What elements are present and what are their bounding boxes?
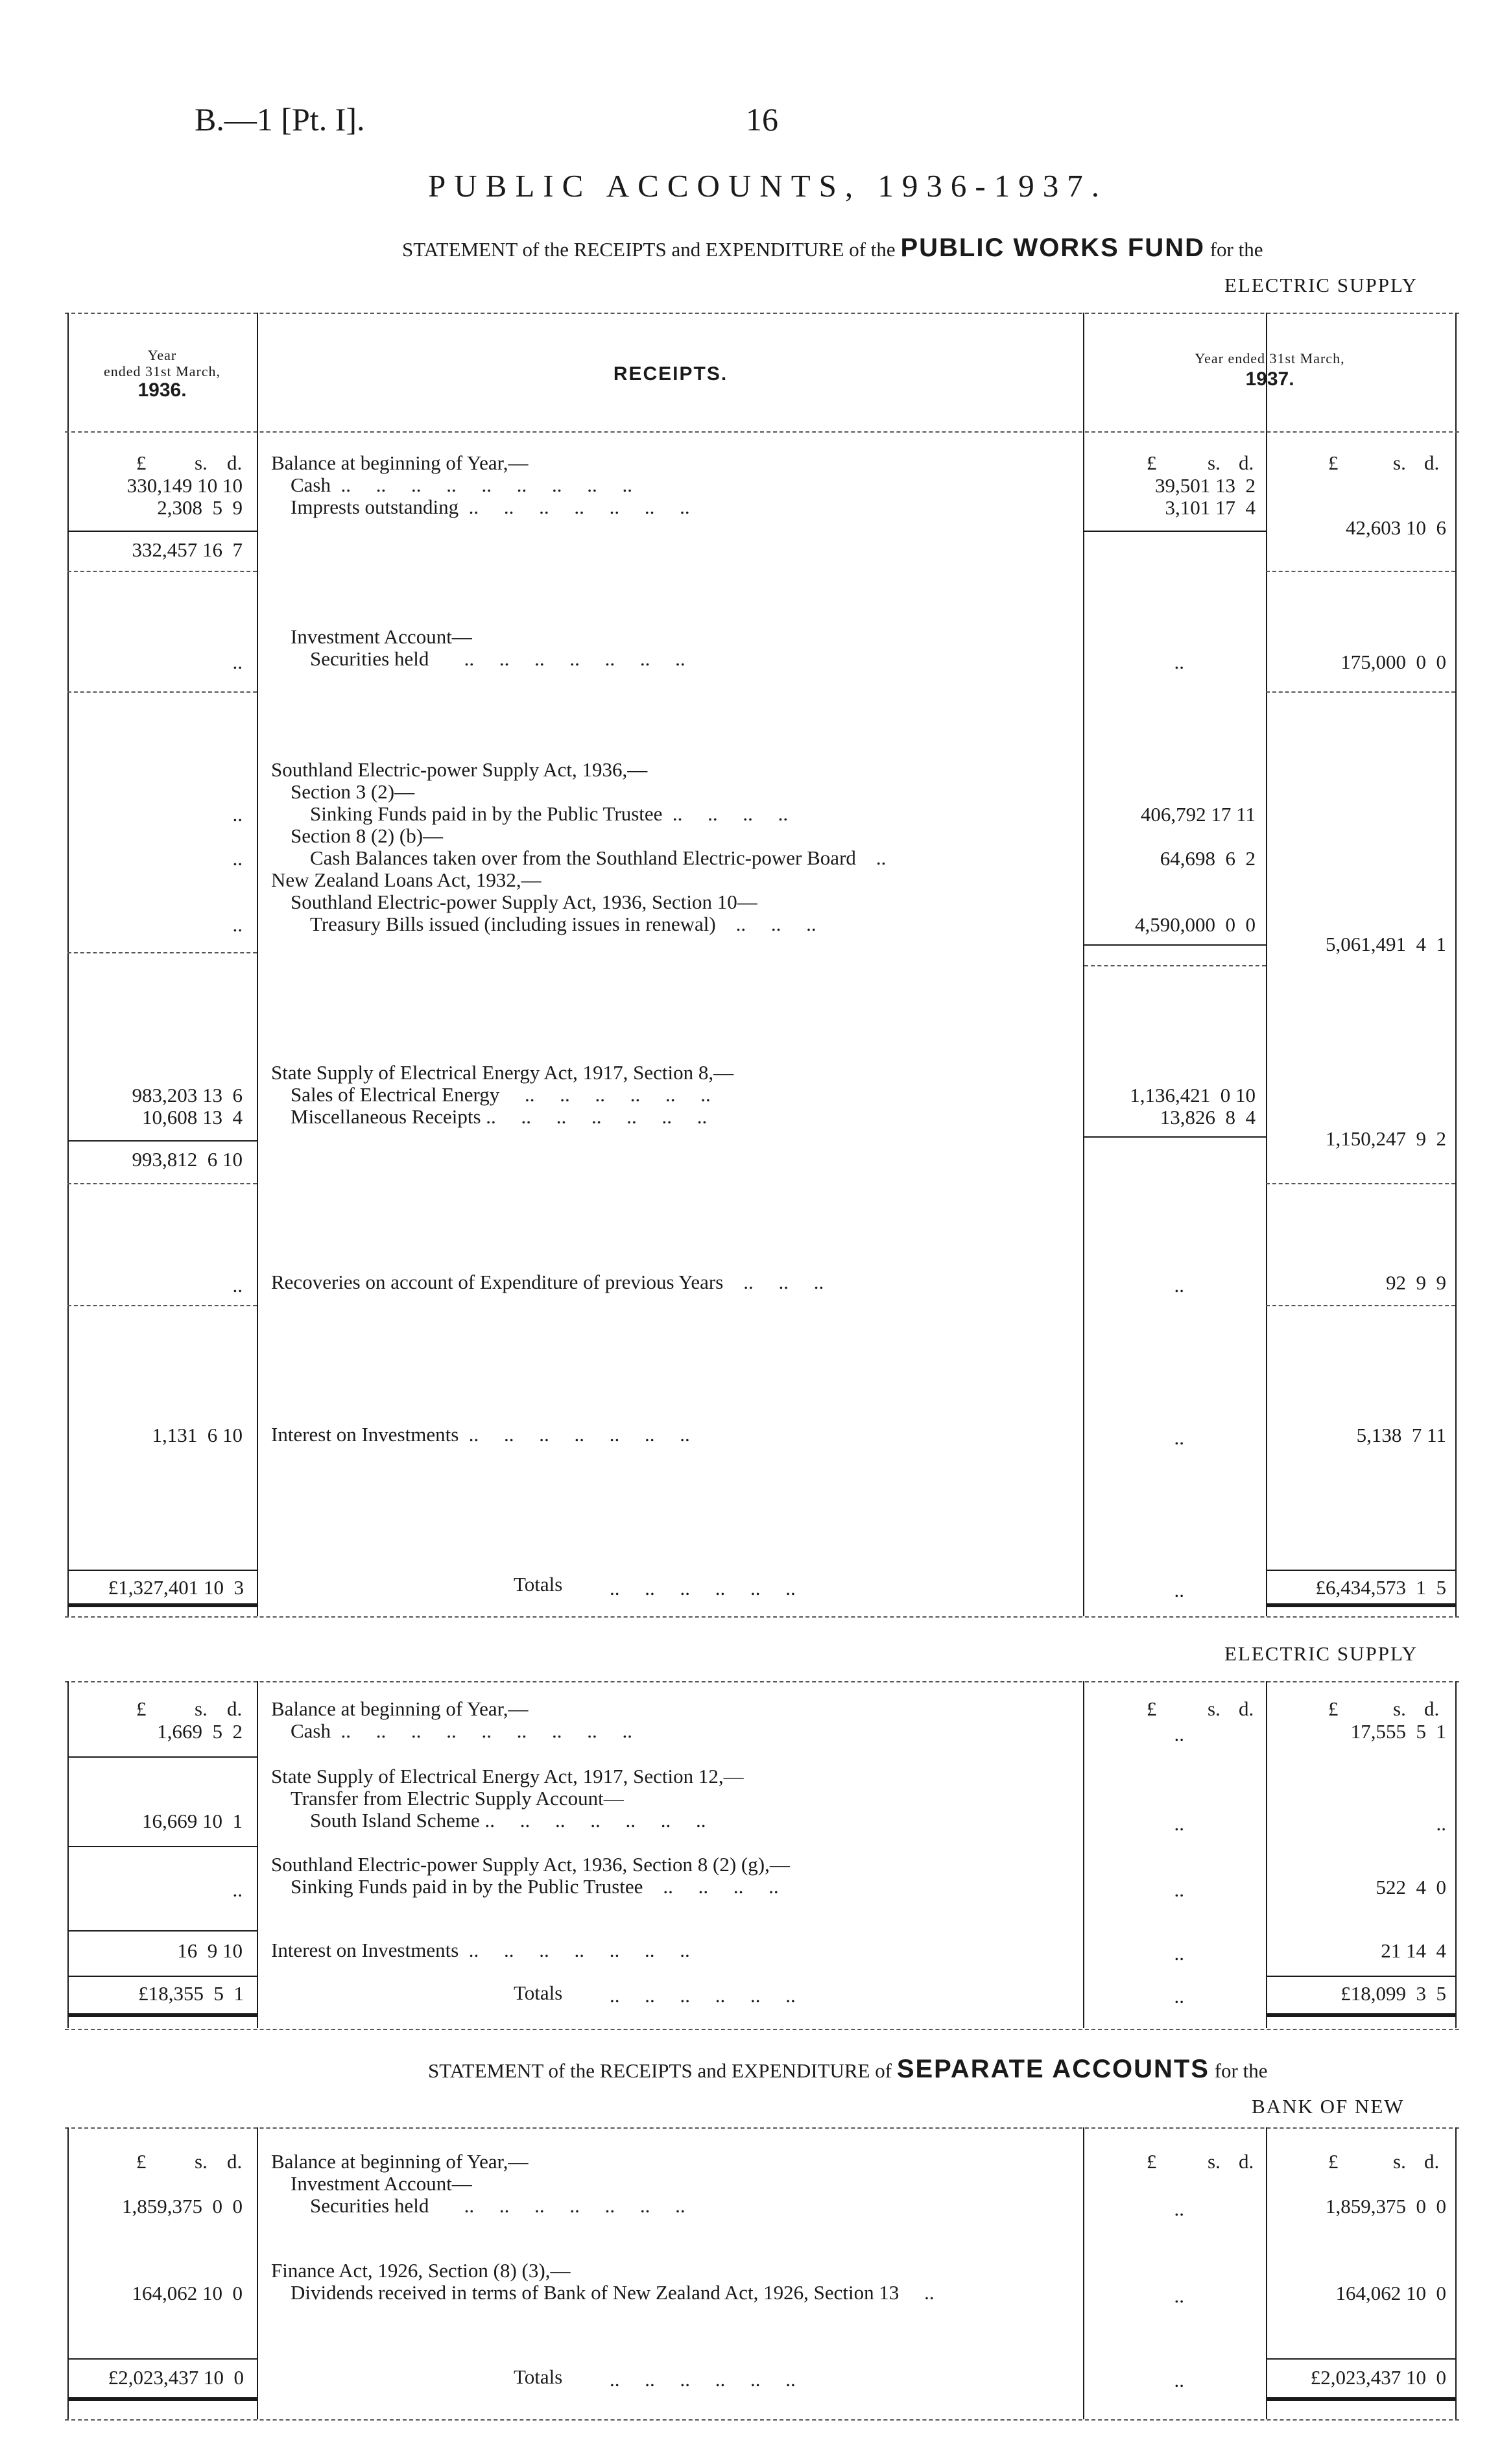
grand-total: £6,434,573 1 5 bbox=[1315, 1576, 1446, 1599]
cash-total: 17,555 5 1 bbox=[1350, 1720, 1446, 1743]
unit-shilling: s. bbox=[195, 1697, 208, 1720]
cash-row: Cash .. .. .. .. .. .. .. .. .. bbox=[291, 473, 632, 496]
cur-grand-total-detail: .. bbox=[1174, 1985, 1184, 2007]
transfer-heading: Transfer from Electric Supply Account— bbox=[291, 1787, 624, 1810]
rule bbox=[67, 571, 257, 572]
table2-col-divider bbox=[1083, 1681, 1084, 2028]
statement-tail: for the bbox=[1209, 238, 1263, 261]
unit-pence: d. bbox=[1239, 1697, 1254, 1720]
cur-securities-detail: .. bbox=[1174, 2197, 1184, 2220]
table1-bottom-rule bbox=[65, 1616, 1459, 1618]
interest-row: Interest on Investments .. .. .. .. .. .. .. bbox=[271, 1423, 690, 1446]
table3-right-border bbox=[1455, 2127, 1457, 2419]
rule bbox=[1084, 531, 1266, 532]
cur-sinking-detail: .. bbox=[1174, 1878, 1184, 1901]
dividends-total: 164,062 10 0 bbox=[1335, 2282, 1446, 2304]
statement-heading-2 bbox=[428, 2055, 1268, 2084]
rule bbox=[67, 1846, 257, 1847]
table1-head-rule bbox=[65, 431, 1459, 433]
rule bbox=[1266, 691, 1455, 693]
statement-lead: STATEMENT of the RECEIPTS and EXPENDITURE of the bbox=[402, 238, 896, 261]
page-title: PUBLIC ACCOUNTS, 1936-1937. bbox=[428, 168, 1108, 204]
prev-sinking: .. bbox=[232, 1878, 243, 1901]
securities-row: Securities held .. .. .. .. .. .. .. bbox=[310, 647, 685, 670]
unit-pence: d. bbox=[227, 451, 243, 474]
unit-pound: £ bbox=[1328, 2150, 1339, 2173]
prev-grand-total: £2,023,437 10 0 bbox=[108, 2366, 244, 2389]
cur-securities-detail: .. bbox=[1174, 651, 1184, 673]
rule bbox=[67, 952, 257, 953]
rule bbox=[1084, 1136, 1266, 1138]
interest-total: 5,138 7 11 bbox=[1356, 1424, 1446, 1446]
nz-loans-heading: New Zealand Loans Act, 1932,— bbox=[271, 868, 542, 891]
prev-sales: 983,203 13 6 bbox=[132, 1084, 243, 1106]
treasury-bills-row: Treasury Bills issued (including issues in renewal) .. .. .. bbox=[310, 913, 816, 935]
table1-right-border bbox=[1455, 313, 1457, 1616]
misc-receipts-row: Miscellaneous Receipts .. .. .. .. .. .. .. bbox=[291, 1105, 708, 1128]
recoveries-total: 92 9 9 bbox=[1386, 1271, 1446, 1294]
unit-pound: £ bbox=[1328, 451, 1339, 474]
prev-dividends: 164,062 10 0 bbox=[132, 2282, 243, 2304]
table3-col-divider bbox=[257, 2127, 258, 2419]
receipts-head: RECEIPTS. bbox=[613, 363, 728, 385]
rule bbox=[1266, 1976, 1455, 1977]
rule bbox=[67, 1976, 257, 1977]
table3-col-divider bbox=[1083, 2127, 1084, 2419]
interest-total: 21 14 4 bbox=[1381, 1939, 1446, 1962]
prev-cash-amount: 1,669 5 2 bbox=[157, 1720, 243, 1743]
section-8-2-b: Section 8 (2) (b)— bbox=[291, 824, 444, 847]
cur-misc: 13,826 8 4 bbox=[1160, 1106, 1256, 1129]
unit-pound: £ bbox=[136, 1697, 147, 1720]
statement-heading-1 bbox=[402, 233, 1263, 263]
balance-heading: Balance at beginning of Year,— bbox=[271, 1697, 529, 1720]
unit-pence: d. bbox=[1239, 2150, 1254, 2173]
prev-grand-total: £1,327,401 10 3 bbox=[108, 1576, 244, 1599]
unit-pence: d. bbox=[227, 1697, 243, 1720]
imprests-row: Imprests outstanding .. .. .. .. .. .. .. bbox=[291, 496, 690, 518]
rule bbox=[1266, 1570, 1455, 1571]
recoveries-row: Recoveries on account of Expenditure of previous Years .. .. .. bbox=[271, 1271, 824, 1293]
statement-tail: for the bbox=[1214, 2059, 1268, 2082]
state-supply-heading: State Supply of Electrical Energy Act, 1917, Section 12,— bbox=[271, 1765, 744, 1788]
cur-south-island-detail: .. bbox=[1174, 1812, 1184, 1835]
prev-cash-balances: .. bbox=[232, 847, 243, 870]
prev-grand-total: £18,355 5 1 bbox=[138, 1982, 244, 2005]
sinking-funds-row: Sinking Funds paid in by the Public Trustee .. .. .. .. bbox=[310, 802, 789, 825]
interest-row: Interest on Investments .. .. .. .. .. .. .. bbox=[271, 1939, 690, 1961]
rule bbox=[1084, 965, 1266, 966]
securities-row: Securities held .. .. .. .. .. .. .. bbox=[310, 2194, 685, 2217]
unit-pound: £ bbox=[1147, 1697, 1157, 1720]
dividends-row: Dividends received in terms of Bank of New Zealand Act, 1926, Section 13 .. bbox=[291, 2281, 935, 2304]
rule bbox=[67, 1183, 257, 1184]
investment-heading: Investment Account— bbox=[291, 2172, 472, 2195]
unit-shilling: s. bbox=[1393, 451, 1406, 474]
table2-top-rule bbox=[65, 1681, 1459, 1682]
cur-grand-total-detail: .. bbox=[1174, 2369, 1184, 2391]
page-number: 16 bbox=[746, 101, 778, 138]
securities-total: 175,000 0 0 bbox=[1340, 651, 1446, 673]
southland-heading: Southland Electric-power Supply Act, 1936,— bbox=[271, 758, 648, 781]
cash-balances-amount: 64,698 6 2 bbox=[1160, 847, 1256, 870]
table2-right-border bbox=[1455, 1681, 1457, 2028]
cur-interest-detail: .. bbox=[1174, 1942, 1184, 1965]
rule bbox=[67, 531, 257, 532]
rule bbox=[67, 1305, 257, 1306]
unit-pound: £ bbox=[1328, 1697, 1339, 1720]
unit-pence: d. bbox=[1424, 2150, 1440, 2173]
sinking-total: 522 4 0 bbox=[1376, 1876, 1446, 1898]
prev-year-head: Year bbox=[147, 347, 177, 363]
finance-act-heading: Finance Act, 1926, Section (8) (3),— bbox=[271, 2259, 571, 2282]
rule bbox=[1266, 1183, 1455, 1184]
balance-total: 42,603 10 6 bbox=[1346, 516, 1446, 539]
statement-lead: STATEMENT of the RECEIPTS and EXPENDITURE of bbox=[428, 2059, 892, 2082]
prev-sinking: .. bbox=[232, 803, 243, 826]
table1-left-border bbox=[67, 313, 69, 1616]
prev-securities: .. bbox=[232, 651, 243, 673]
unit-pence: d. bbox=[1424, 451, 1440, 474]
unit-shilling: s. bbox=[1208, 1697, 1221, 1720]
cur-imprests-amount: 3,101 17 4 bbox=[1165, 496, 1256, 519]
totals-label: Totals bbox=[514, 1573, 563, 1596]
sinking-amount: 406,792 17 11 bbox=[1140, 803, 1256, 826]
statement-subheading-3: BANK OF NEW bbox=[1252, 2095, 1405, 2118]
grand-total: £18,099 3 5 bbox=[1340, 1982, 1446, 2005]
south-island-row: South Island Scheme .. .. .. .. .. .. .. bbox=[310, 1809, 706, 1832]
cur-interest-detail: .. bbox=[1174, 1426, 1184, 1449]
table3-top-rule bbox=[65, 2127, 1459, 2129]
southland-heading: Southland Electric-power Supply Act, 1936, Section 8 (2) (g),— bbox=[271, 1853, 790, 1876]
cur-year-label: 1937. bbox=[1245, 368, 1294, 390]
table2-col-divider bbox=[257, 1681, 258, 2028]
prev-year-label: 1936. bbox=[137, 379, 187, 401]
state-supply-heading: State Supply of Electrical Energy Act, 1917, Section 8,— bbox=[271, 1061, 734, 1084]
table1-col-divider bbox=[257, 313, 258, 1616]
unit-shilling: s. bbox=[1393, 1697, 1406, 1720]
unit-pound: £ bbox=[1147, 451, 1157, 474]
securities-total: 1,859,375 0 0 bbox=[1326, 2195, 1446, 2218]
unit-pence: d. bbox=[1239, 451, 1254, 474]
statement-subheading-2: ELECTRIC SUPPLY bbox=[1224, 1642, 1418, 1665]
rule bbox=[67, 1756, 257, 1758]
prev-south-island: 16,669 10 1 bbox=[142, 1810, 243, 1832]
cur-recoveries-detail: .. bbox=[1174, 1274, 1184, 1297]
prev-imprests-amount: 2,308 5 9 bbox=[157, 496, 243, 519]
balance-heading: Balance at beginning of Year,— bbox=[271, 451, 529, 474]
table3-bottom-rule bbox=[65, 2419, 1459, 2421]
rule bbox=[1266, 2358, 1455, 2360]
rule bbox=[67, 1570, 257, 1571]
unit-pence: d. bbox=[227, 2150, 243, 2173]
rule bbox=[1084, 944, 1266, 946]
south-island-total: .. bbox=[1436, 1812, 1446, 1835]
prev-treasury: .. bbox=[232, 913, 243, 936]
investment-heading: Investment Account— bbox=[291, 625, 472, 648]
unit-shilling: s. bbox=[1208, 2150, 1221, 2173]
rule bbox=[1266, 571, 1455, 572]
double-rule bbox=[1266, 1603, 1455, 1607]
table2-bottom-rule bbox=[65, 2029, 1459, 2030]
grand-total: £2,023,437 10 0 bbox=[1310, 2366, 1446, 2389]
rule bbox=[67, 1140, 257, 1142]
double-rule bbox=[67, 2397, 257, 2401]
southland-section-10: Southland Electric-power Supply Act, 1936, Section 10— bbox=[291, 891, 757, 913]
prev-misc: 10,608 13 4 bbox=[142, 1106, 243, 1129]
table1-top-rule bbox=[65, 313, 1459, 314]
prev-interest: 1,131 6 10 bbox=[152, 1424, 243, 1446]
prev-recoveries: .. bbox=[232, 1274, 243, 1297]
cur-cash-amount: 39,501 13 2 bbox=[1155, 474, 1256, 497]
double-rule bbox=[67, 2013, 257, 2017]
totals-leader: .. .. .. .. .. .. bbox=[610, 2368, 796, 2391]
unit-pound: £ bbox=[1147, 2150, 1157, 2173]
treasury-amount: 4,590,000 0 0 bbox=[1135, 913, 1256, 936]
prev-cash-amount: 330,149 10 10 bbox=[126, 474, 243, 497]
cur-cash-detail: .. bbox=[1174, 1723, 1184, 1745]
document-reference: B.—1 [Pt. I]. bbox=[195, 101, 365, 138]
cur-grand-total-detail: .. bbox=[1174, 1579, 1184, 1601]
cash-balances-row: Cash Balances taken over from the Southland Electric-power Board .. bbox=[310, 846, 887, 869]
sinking-funds-row: Sinking Funds paid in by the Public Trustee .. .. .. .. bbox=[291, 1875, 779, 1898]
rule bbox=[67, 1930, 257, 1932]
rule bbox=[67, 2358, 257, 2360]
totals-label: Totals bbox=[514, 1981, 563, 2004]
totals-leader: .. .. .. .. .. .. bbox=[610, 1984, 796, 2007]
totals-leader: .. .. .. .. .. .. bbox=[610, 1577, 796, 1599]
double-rule bbox=[67, 1603, 257, 1607]
prev-securities: 1,859,375 0 0 bbox=[122, 2195, 243, 2218]
prev-balance-total: 332,457 16 7 bbox=[132, 538, 243, 561]
cash-row: Cash .. .. .. .. .. .. .. .. .. bbox=[291, 1719, 632, 1742]
unit-shilling: s. bbox=[195, 2150, 208, 2173]
balance-heading: Balance at beginning of Year,— bbox=[271, 2150, 529, 2173]
cur-year-head: Year ended 31st March, bbox=[1195, 350, 1345, 366]
fund-name: SEPARATE ACCOUNTS bbox=[896, 2055, 1209, 2083]
table1-col-divider bbox=[1266, 313, 1267, 1616]
prev-interest: 16 9 10 bbox=[177, 1939, 243, 1962]
rule bbox=[67, 691, 257, 693]
sales-row: Sales of Electrical Energy .. .. .. .. .. .. bbox=[291, 1083, 711, 1106]
section-3-2: Section 3 (2)— bbox=[291, 780, 415, 803]
prev-state-total: 993,812 6 10 bbox=[132, 1148, 243, 1171]
unit-shilling: s. bbox=[195, 451, 208, 474]
state-supply-total: 1,150,247 9 2 bbox=[1326, 1127, 1446, 1150]
unit-pound: £ bbox=[136, 451, 147, 474]
double-rule bbox=[1266, 2397, 1455, 2401]
totals-label: Totals bbox=[514, 2365, 563, 2388]
cur-sales: 1,136,421 0 10 bbox=[1130, 1084, 1256, 1106]
double-rule bbox=[1266, 2013, 1455, 2017]
unit-shilling: s. bbox=[1208, 451, 1221, 474]
southland-total: 5,061,491 4 1 bbox=[1326, 933, 1446, 955]
fund-name: PUBLIC WORKS FUND bbox=[900, 233, 1205, 262]
unit-pence: d. bbox=[1424, 1697, 1440, 1720]
prev-year-head-2: ended 31st March, bbox=[103, 363, 221, 379]
unit-shilling: s. bbox=[1393, 2150, 1406, 2173]
rule bbox=[1266, 1305, 1455, 1306]
statement-subheading-1: ELECTRIC SUPPLY bbox=[1224, 274, 1418, 296]
unit-pound: £ bbox=[136, 2150, 147, 2173]
cur-dividends-detail: .. bbox=[1174, 2284, 1184, 2307]
table1-col-divider bbox=[1083, 313, 1084, 1616]
